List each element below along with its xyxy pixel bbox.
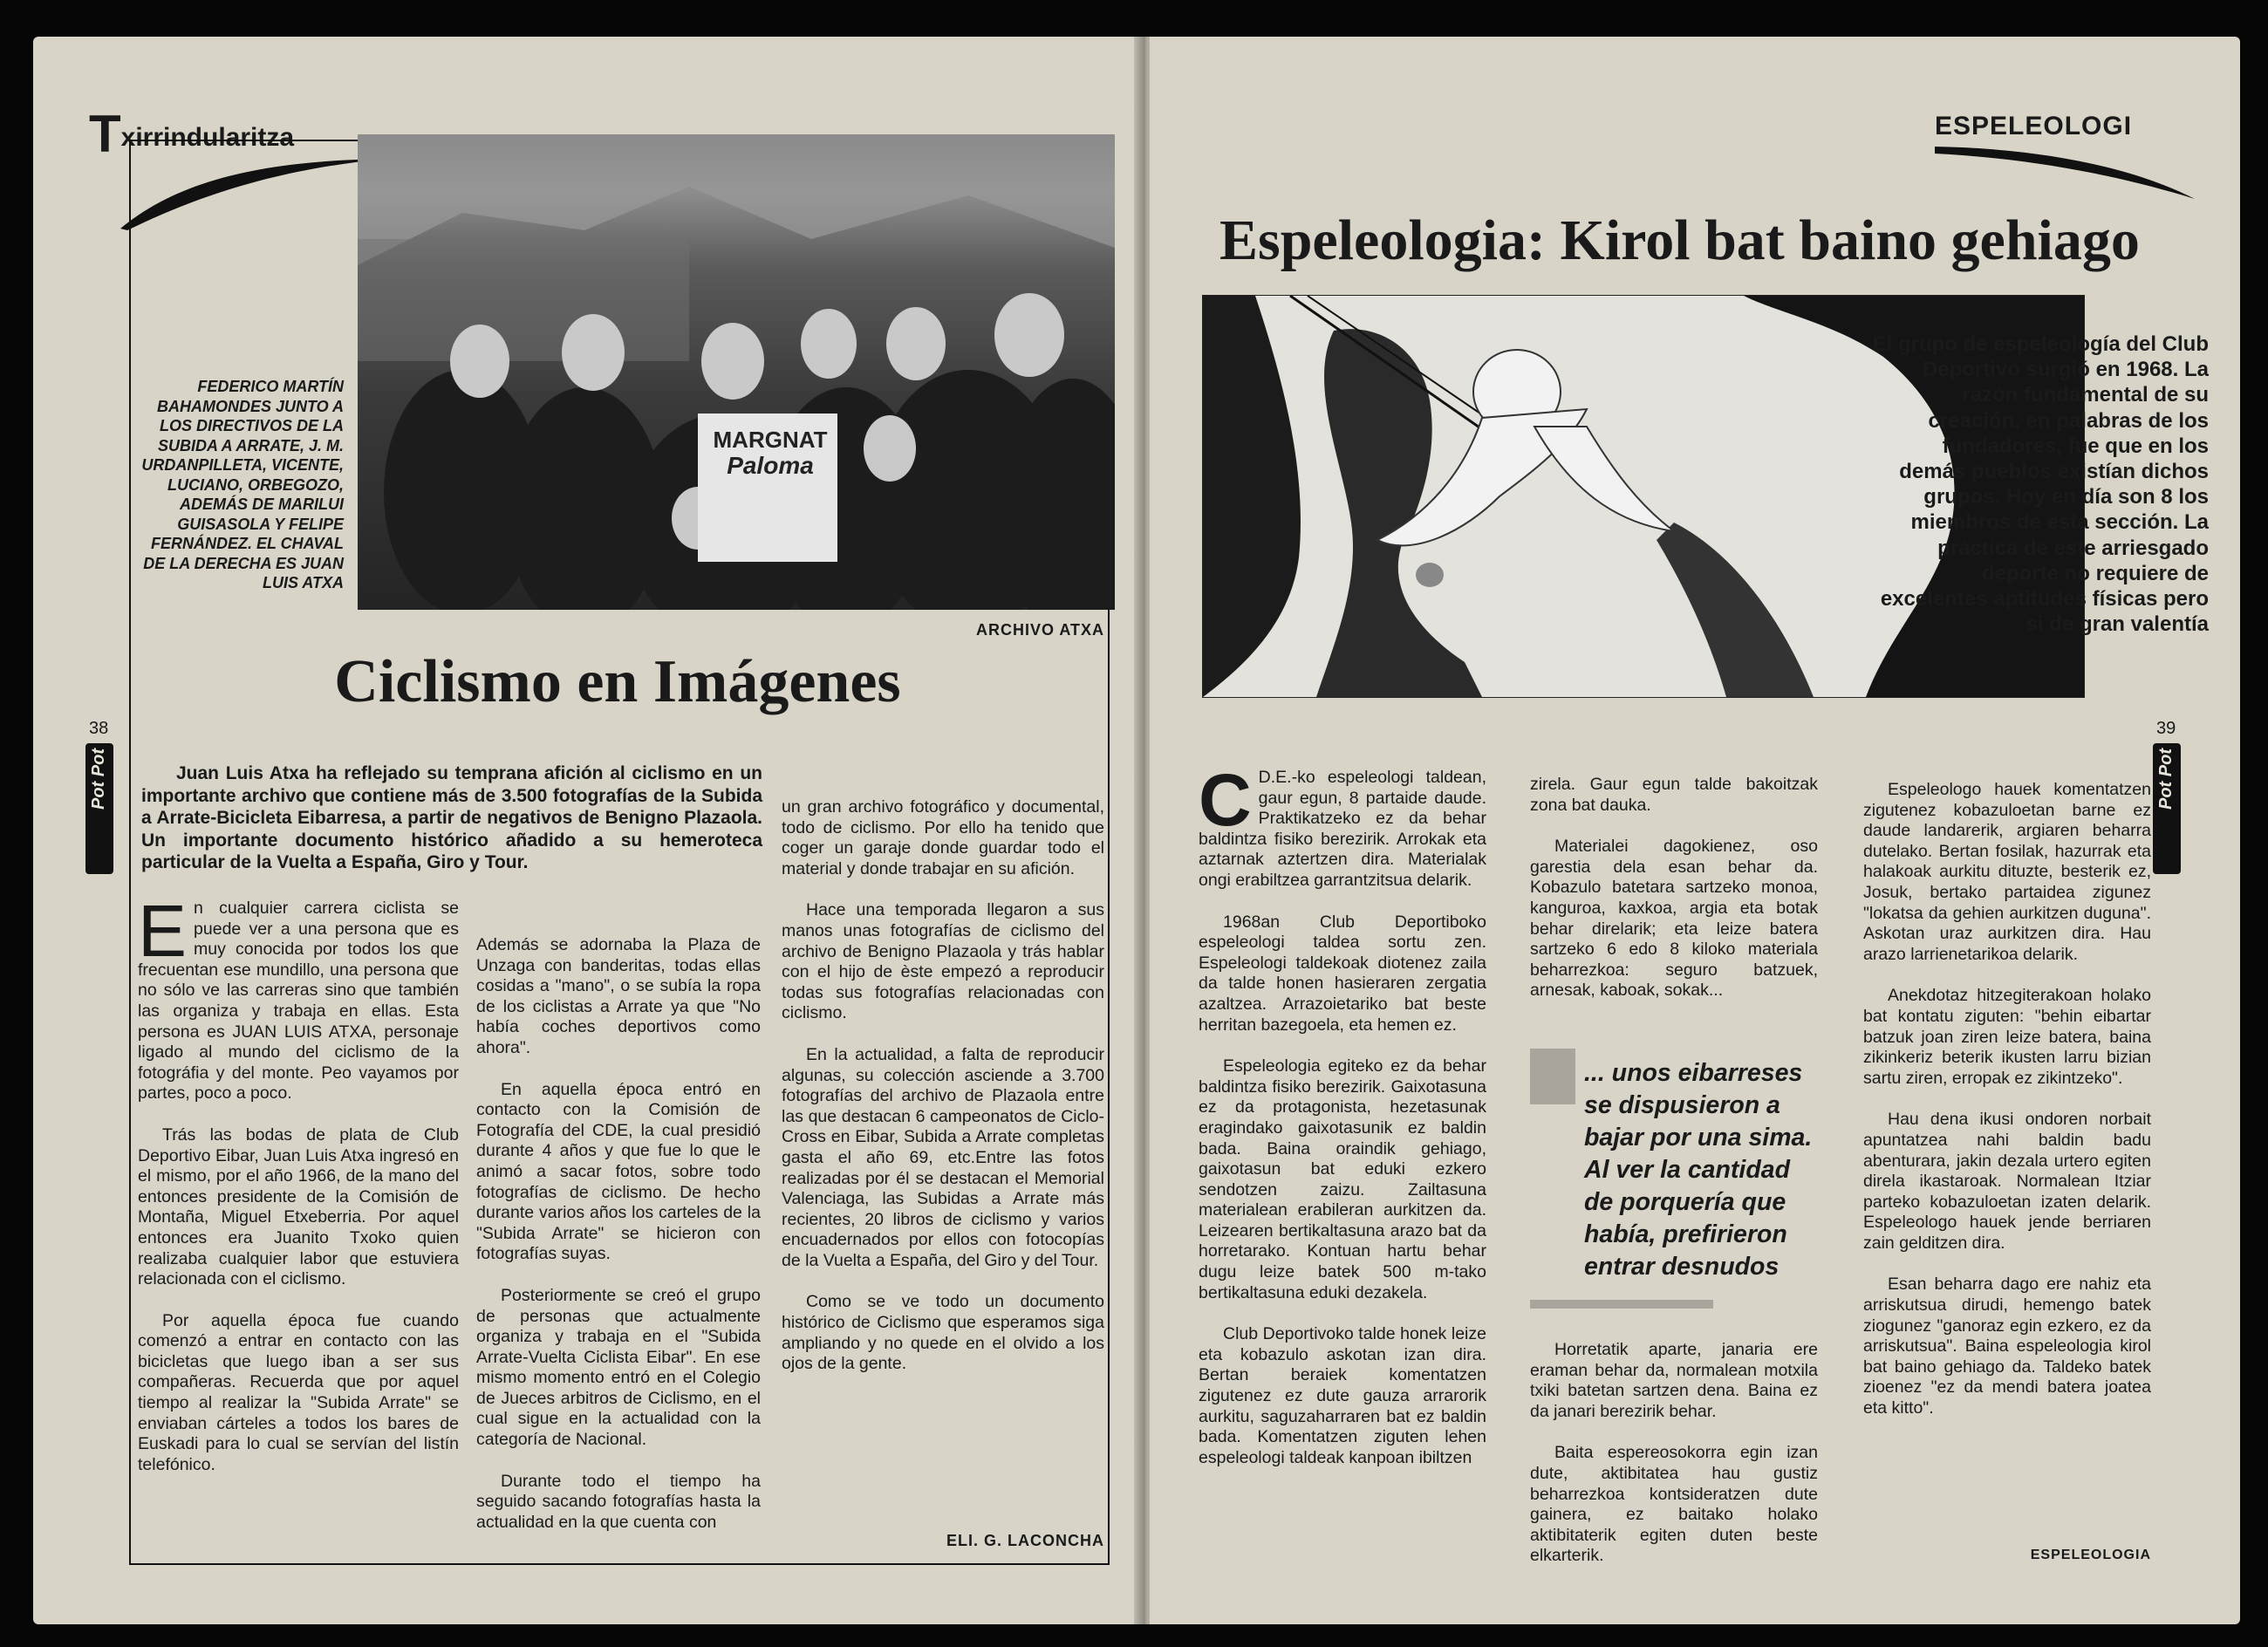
paragraph: En la actualidad, a falta de reproducir algunas, su colección asciende a 3.700 fotografías del archivo de Plazaola entre las que destacan 6 campeonatos de Ciclo-Cross en Eibar, Subida a Arrate completas gasta el año 69, etc.Entre las fotos realizadas por él se destacan el Memorial Valenciaga, las Subidas a Arrate más recientes, 20 libros de ciclismo y varios encuadernados por ellos con fotocopías de la Vuelta a España, del Giro y del Tour. [782, 1044, 1104, 1270]
pull-quote-block [1530, 1049, 1818, 1310]
section-initial: T [89, 105, 121, 163]
paragraph: Por aquella época fue cuando comenzó a entrar en contacto con las bicicletas que luego iban a ser sus compañeras. Recuerda que por aquel tiempo al realizar la "Subida Arrate" se enviaban cárteles a todos los bares de Euskadi para lo cual se servían del listín telefónico. [138, 1310, 459, 1474]
magazine-logo [85, 743, 113, 874]
article-column-2 [476, 935, 761, 1554]
logo-text: Pot Pot [2156, 748, 2176, 810]
paragraph: 1968an Club Deportiboko espeleologi taldea sortu zen. Espeleologi taldekoak diotenez zaila da talde honen hasieraren zergatia azaltzea. Arrazoietariko bat beste herritan bazegoela, eta hemen ez. [1199, 912, 1486, 1035]
paragraph: Además se adornaba la Plaza de Unzaga con banderitas, todas ellas cosidas a "mano", o se subía la ropa de los ciclistas a Arrate ya que "No había coches deportivos como ahora". [476, 935, 761, 1057]
article-title: Ciclismo en Imágenes [334, 648, 901, 715]
article-column-2 [1530, 775, 1818, 1022]
pull-quote-rule [1530, 1300, 1713, 1309]
paragraph: zirela. Gaur egun talde bakoitzak zona bat dauka. [1530, 775, 1818, 815]
photo-credit: ARCHIVO ATXA [976, 621, 1104, 639]
paragraph [138, 890, 459, 1104]
article-column-2-continued [1530, 1340, 1818, 1588]
paragraph: Esan beharra dago ere nahiz eta arriskutsua dirudi, hemengo batek ziogunez "ganoraz egin ezkero, ez da arriskutsua". Baina espeleologia kirol bat baino gehiago da. Taldeko batek zioenez "ez da mendi batera joatea eta kitto". [1863, 1275, 2151, 1418]
magazine-logo [2153, 743, 2181, 874]
paragraph: Posteriormente se creó el grupo de personas que actualmente organiza y trabaja en el "Subida Arrate-Vuelta Ciclista Eibar". En ese mismo momento entró en el Colegio de Jueces arbitros de Ciclismo, en el cual sigue en la actualidad con la categoría de Nacional. [476, 1285, 761, 1450]
paragraph: En aquella época entró en contacto con la Comisión de Fotografía del CDE, la cual presidió durante 4 años y que fue lo que le animó a sacar fotos, sobre todo fotografías de ciclismo. De hecho durante varios años los carteles de la "Subida Arrate" se hicieron con fotografías suyas. [476, 1079, 761, 1264]
paragraph: Baita espereosokorra egin izan dute, aktibitatea hau gustiz beharrezkoa kontsideratzen dute gainera, ez baitako holako aktibitaterik egiten duten beste elkarterik. [1530, 1443, 1818, 1566]
paragraph: Hau dena ikusi ondoren norbait apuntatzea nahi baldin badu abenturara, jakin dezala urtero egiten direla ikastaroak. Normalean Itziar parteko kobazuloetan izaten delarik. Espeleologo hauek jende berriaren zain gelditzen dira. [1863, 1110, 2151, 1253]
right-page [1150, 37, 2240, 1624]
left-page [33, 37, 1139, 1624]
paragraph-text: D.E.-ko espeleologi taldean, gaur egun, 8 partaide daude. Praktikatzeko ez da behar baldintza fisiko berezirik. Arrokak eta aztarnak aztertzen dira. Materialak ongi erabiltzea garrantzitsua delarik. [1199, 768, 1486, 890]
article-column-1 [1199, 759, 1486, 1489]
paragraph: Espeleologo hauek komentatzen zigutenez kobazuloetan barne ez daude landarerik, argiaren beharra dutelako. Bertan fosilak, hazurrak eta halakoak aurkitu dituzte, besterik ez, Josuk, bertako partaidea zigunez "lokatsa da gehien aurkitzen duguna". Askotan uraz aurkitzen dira. Hau arazo larrienetarikoa delarik. [1863, 780, 2151, 964]
pull-quote: ... unos eibarreses se dispusieron a bajar por una sima. Al ver la cantidad de porquería que había, prefirieron entrar desnudos [1584, 1059, 1813, 1281]
page-number: 38 [89, 719, 109, 738]
paragraph: Materialei dagokienez, oso garestia dela esan behar da. Kobazulo batetara sartzeko monoa, kanguroa, kaxkoa, argia eta botak behar direlarik; eta leize batera sartzeko 6 edo 8 kiloko materiala beharrezkoa: seguro batzuek, arnesak, kaboak, sokak... [1530, 837, 1818, 1001]
article-column-1 [138, 890, 459, 1496]
paragraph-text: n cualquier carrera ciclista se puede ver a una persona que es muy conocida por todos los que frecuentan ese mundillo, una persona que no sólo ve las carreras sino que también las organiza y trabaja en ellas. Esta persona es JUAN LUIS ATXA, personaje ligado al mundo del ciclismo de la fotográfia y del monte. Peo vayamos por partes, poco a poco. [138, 899, 459, 1104]
paragraph [1199, 759, 1486, 892]
article-column-3 [782, 797, 1104, 1396]
section-footer: ESPELEOLOGIA [2030, 1548, 2151, 1562]
section-title: xirrindularitza [120, 123, 295, 152]
drop-cap: C [1199, 759, 1252, 841]
jersey-sponsor-2: Paloma [727, 452, 814, 479]
paragraph: Horretatik aparte, janaria ere eraman behar da, normalean motxila txiki batetan sartzen dena. Baina ez da janari berezirik behar. [1530, 1340, 1818, 1421]
photo-caption: FEDERICO MARTÍN BAHAMONDES JUNTO A LOS DIRECTIVOS DE LA SUBIDA A ARRATE, J. M. URDANPILLETA, VICENTE, LUCIANO, ORBEGOZO, ADEMÁS DE MARILUI GUISASOLA Y FELIPE FERNÁNDEZ. EL CHAVAL DE LA DERECHA ES JUAN LUIS ATXA [141, 378, 344, 591]
paragraph: Durante todo el tiempo ha seguido sacando fotografías hasta la actualidad en la que cuenta con [476, 1471, 761, 1532]
jersey-sponsor-1: MARGNAT [713, 427, 828, 453]
paragraph: Espeleologia egiteko ez da behar baldintza fisiko berezirik. Gaixotasuna ez da protagonista, hezetasunak eragindako gaixotasunik ez baldin bada. Baina oraindik gehiago, gaixotasun bat eduki ezkero sendotzen zaizu. Zailtasuna materialean erabileran aurkitzen da. Leizearen bertikaltasuna arazo bat da horretarako. Kontuan hartu behar dugu leize batek 500 m-tako bertikaltasuna eduki dezakela. [1199, 1056, 1486, 1302]
paragraph: Club Deportivoko talde honek leize eta kobazulo askotan izan dira. Bertan beraiek komentatzen zigutenez ez dute gauza arrarorik aurkitu, saguzaharraren bat ez baldin bada. Komentatzen ziguten lehen espeleologi taldeak kanpoan ibiltzen [1199, 1324, 1486, 1467]
paragraph: un gran archivo fotográfico y documental, todo de ciclismo. Por ello ha tenido que coger un garaje donde guardar todo el material y donde trabajar en su afición. [782, 797, 1104, 878]
article-title: Espeleologia: Kirol bat baino gehiago [1219, 208, 2140, 272]
logo-text: Pot Pot [89, 748, 108, 810]
cyclists-photo [358, 134, 1115, 610]
article-lead: Juan Luis Atxa ha reflejado su temprana afición al ciclismo en un importante archivo que contiene más de 3.500 fotografías de la Subida a Arrate-Bicicleta Eibarresa, a partir de negativos de Benigno Plazaola. Un importante documento histórico añadido a su hemeroteca particular de la Vuelta a España, Giro y Tour. [141, 763, 762, 873]
jersey-text [705, 427, 836, 479]
article-author: ELI. G. LACONCHA [946, 1532, 1104, 1549]
paragraph: Como se ve todo un documento histórico de Ciclismo que esperamos siga ampliando y no quede en el olvido a los ojos de la gente. [782, 1292, 1104, 1374]
article-lead: El grupo de espeleología del Club Deportivo surgió en 1968. La razón fundamental de su creación, en palabras de los fundadores, fue que en los demás pueblos existían dichos grupos. Hoy en día son 8 los miembros de esta sección. La práctica de este arriesgado deporte no requiere de excelentes aptitudes físicas pero si de gran valentía [1872, 332, 2209, 637]
section-header: ESPELEOLOGI [1935, 112, 2133, 140]
section-swoosh [1935, 141, 2196, 202]
paragraph: Anekdotaz hitzegiterakoan holako bat kontatu ziguten: "behin eibartar batzuk joan ziren leize batera, baina zikinkeriz beterik ikusten larru bizian sartu ziren, erropak ez zikintzeko". [1863, 986, 2151, 1088]
drop-cap: E [138, 890, 188, 972]
page-number: 39 [2156, 719, 2176, 738]
article-column-3 [1863, 780, 2151, 1440]
paragraph: Trás las bodas de plata de Club Deportivo Eibar, Juan Luis Atxa ingresó en el mismo, por el año 1966, de la mano del entonces presidente de la Comisión de Montaña, Miguel Etxeberria. Por aquel entonces era Juanito Txoko quien realizaba cualquier labor que estuviera relacionada con el ciclismo. [138, 1124, 459, 1289]
pull-quote-marker [1530, 1049, 1575, 1104]
paragraph: Hace una temporada llegaron a sus manos unas fotografías de ciclismo del archivo de Benigno Plazaola y trás hablar con el hijo de èste empezó a reproducir todas sus fotografías relacionadas con ciclismo. [782, 900, 1104, 1023]
